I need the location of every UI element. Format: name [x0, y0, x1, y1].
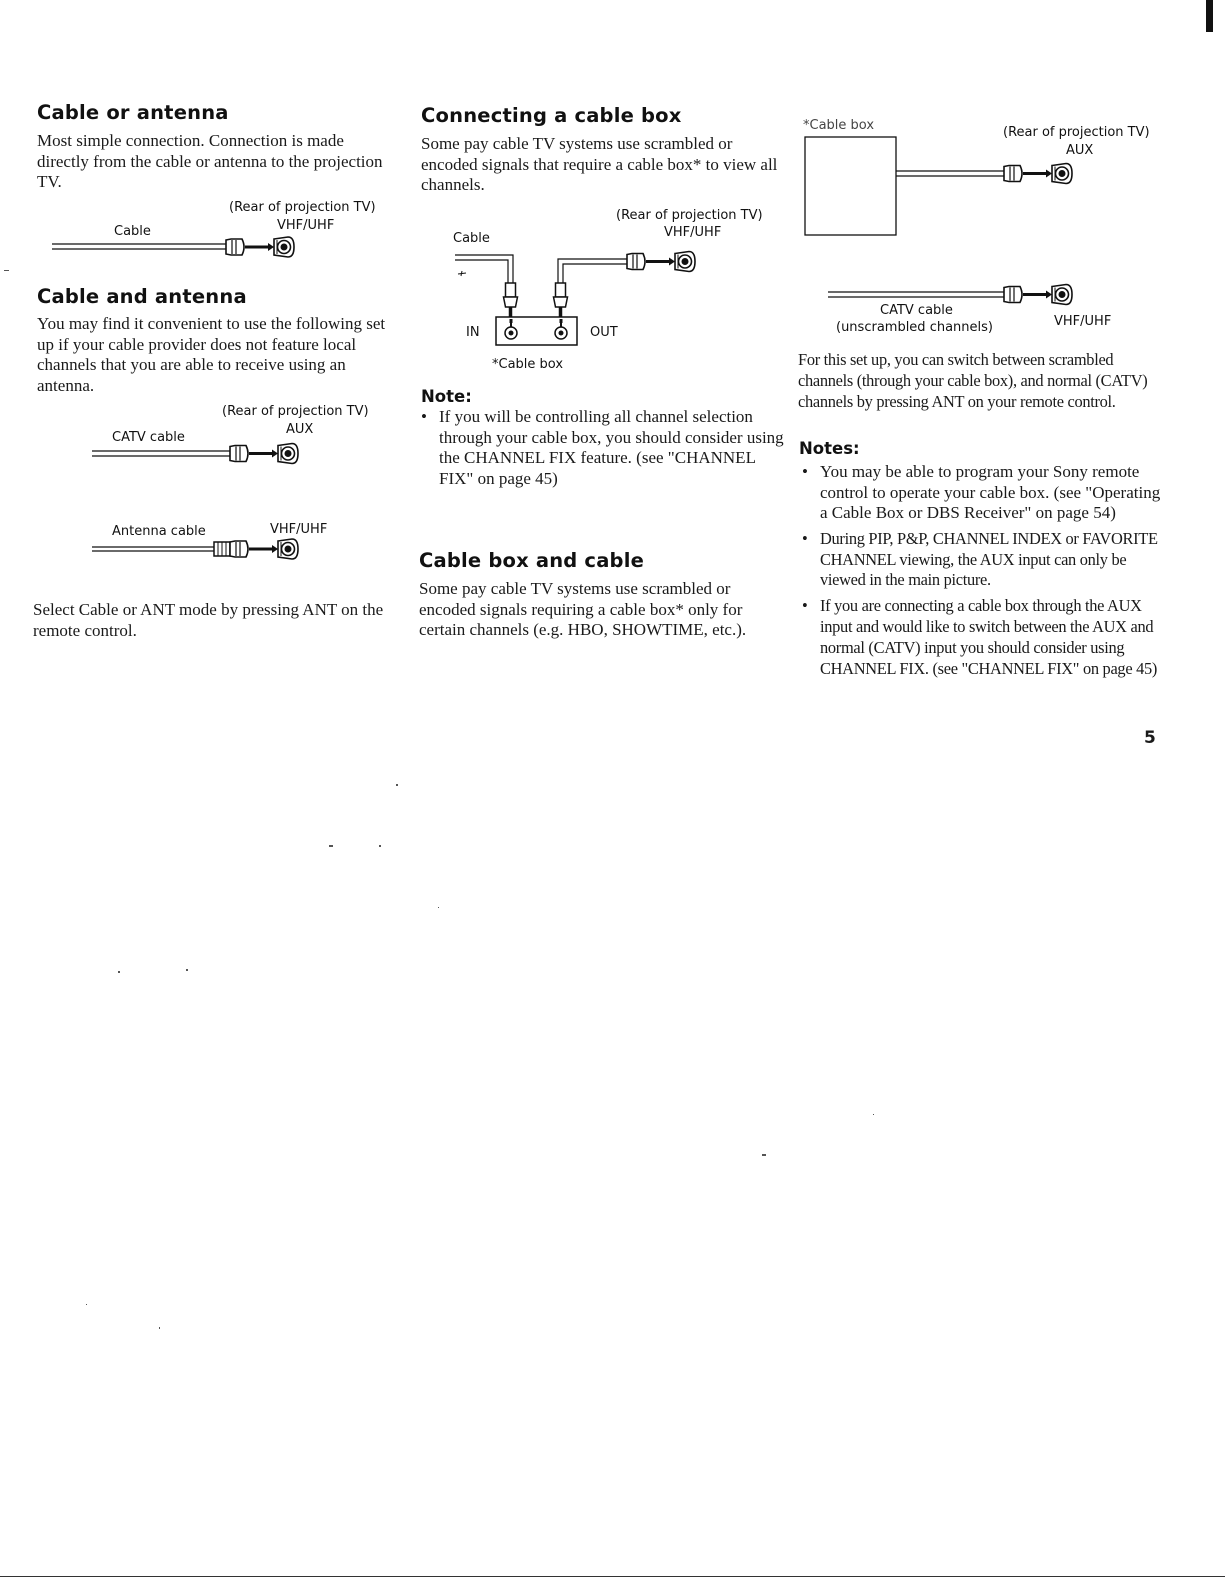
section-body-cable-box-and-cable: Some pay cable TV systems use scrambled or encoded signals requiring a cable box* only for certain channels (e.g. HBO, SHOWTIME, etc.).	[419, 579, 747, 640]
diagram-label-antenna-cable: Antenna cable	[112, 524, 206, 539]
diagram-cable-and-antenna	[80, 400, 390, 570]
diagram-label-aux: AUX	[1066, 143, 1094, 158]
scan-speck	[873, 1114, 874, 1115]
diagram-label-catv-cable: CATV cable	[112, 430, 185, 445]
cable-box-out-label: OUT	[590, 325, 618, 340]
coax-cable-graphic	[36, 195, 396, 265]
section-body-connecting-cable-box: Some pay cable TV systems use scrambled or encoded signals that require a cable box* to view all channels.	[421, 134, 778, 195]
diagram-label-aux: AUX	[286, 422, 314, 437]
diagram-label-vhf-uhf: VHF/UHF	[664, 225, 722, 240]
diagram-label-port: VHF/UHF	[277, 218, 335, 233]
cable-graphics	[80, 400, 390, 570]
cable-box-aux-graphic	[800, 115, 1170, 345]
scan-speck	[329, 845, 333, 847]
diagram-label-vhf-uhf: VHF/UHF	[1054, 314, 1112, 329]
diagram-label-cable: Cable	[453, 231, 490, 246]
section-title-cable-and-antenna: Cable and antenna	[37, 285, 247, 308]
diagram-label-unscrambled: (unscrambled channels)	[836, 320, 993, 335]
scan-speck	[159, 1327, 160, 1329]
diagram-cable-box-aux	[800, 115, 1170, 345]
scan-speck	[4, 270, 9, 271]
cable-box-label: *Cable box	[492, 357, 564, 372]
scan-speck	[86, 1304, 87, 1305]
cable-box-graphic	[420, 203, 785, 383]
scan-speck	[438, 907, 439, 908]
scan-speck	[762, 1154, 766, 1156]
scan-speck	[118, 971, 120, 973]
page-number: 5	[1144, 728, 1156, 748]
diagram-label-rear: (Rear of projection TV)	[229, 200, 376, 215]
section-body-cable-and-antenna: You may find it convenient to use the following set up if your cable provider does not feature local channels that you are able to receive using an antenna.	[37, 314, 386, 395]
scan-speck	[186, 969, 188, 971]
section-title-connecting-cable-box: Connecting a cable box	[421, 104, 682, 127]
diagram-label-rear: (Rear of projection TV)	[222, 404, 369, 419]
notes-item: • If you are connecting a cable box through the AUX input and would like to switch between the AUX and normal (CATV) input you should consider using CHANNEL FIX. (see "CHANNEL FIX" on page 45)	[800, 596, 1162, 679]
section-body-cable-or-antenna: Most simple connection. Connection is made directly from the cable or antenna to the projection TV.	[37, 131, 383, 192]
notes-list	[800, 462, 1162, 679]
notes-item: • You may be able to program your Sony remote control to operate your cable box. (see "Operating a Cable Box or DBS Receiver" on page 54)	[800, 462, 1162, 524]
diagram-label-rear: (Rear of projection TV)	[616, 208, 763, 223]
select-mode-text: Select Cable or ANT mode by pressing ANT on the remote control.	[33, 600, 384, 640]
scan-bottom-edge	[0, 1576, 1225, 1577]
setup-switch-text: For this set up, you can switch between scrambled channels (through your cable box), and normal (CATV) channels by pressing ANT on your remote control.	[798, 350, 1148, 411]
scan-edge-mark	[1206, 0, 1213, 32]
cable-box-in-label: IN	[466, 325, 480, 340]
diagram-cable-box	[420, 203, 785, 383]
scan-speck	[396, 784, 398, 786]
notes-title: Notes:	[799, 439, 860, 458]
section-title-cable-box-and-cable: Cable box and cable	[419, 549, 645, 572]
diagram-label-catv-cable: CATV cable	[880, 303, 953, 318]
diagram-label-rear: (Rear of projection TV)	[1003, 125, 1150, 140]
note-item: • If you will be controlling all channel selection through your cable box, you should consider using the CHANNEL FIX feature. (see "CHANNEL FIX" on page 45)	[419, 407, 784, 489]
notes-item: • During PIP, P&P, CHANNEL INDEX or FAVORITE CHANNEL viewing, the AUX input can only be viewed in the main picture.	[800, 529, 1162, 591]
note-list	[419, 407, 784, 489]
note-title: Note:	[421, 387, 472, 406]
scan-speck	[379, 845, 381, 847]
diagram-label-cable-box: *Cable box	[803, 118, 875, 133]
diagram-cable-direct	[36, 195, 396, 265]
diagram-label-vhf-uhf: VHF/UHF	[270, 522, 328, 537]
diagram-label-cable: Cable	[114, 224, 151, 239]
section-title-cable-or-antenna: Cable or antenna	[37, 101, 229, 124]
